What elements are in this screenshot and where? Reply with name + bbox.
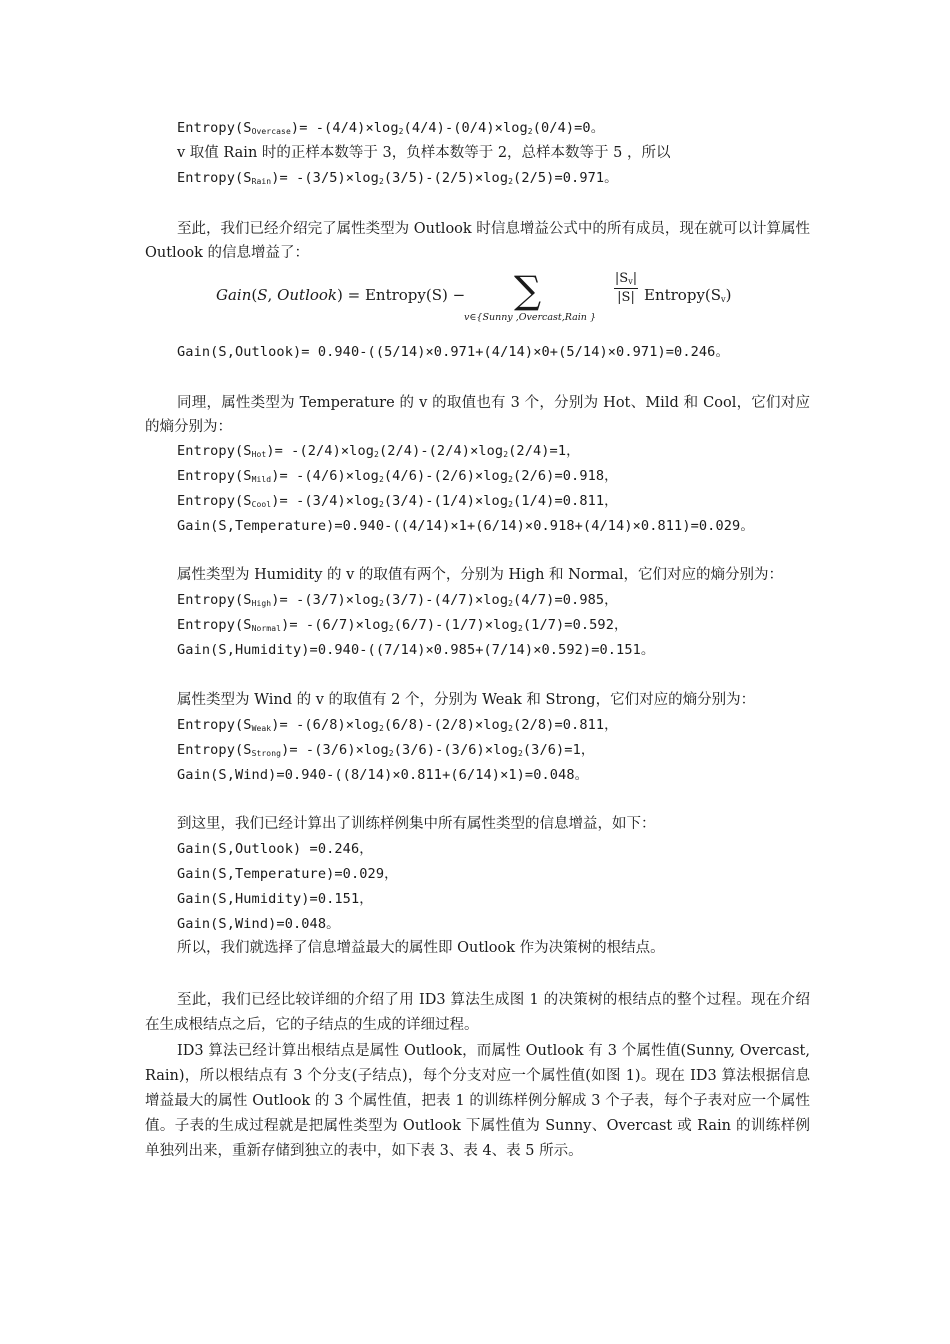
entropy-normal-line: $Entropy(S_{Normal})= -(6/7)\times\log_2(6/7)-(1/7)\times\log_2(1/7)=0.592$， xyxy=(177,617,628,633)
humidity-intro: 属性类型为 Humidity 的 v 的取值有两个，分别为 High 和 Normal，它们对应的熵分别为： xyxy=(177,567,784,583)
summation-symbol: ∑ xyxy=(514,268,542,312)
fraction-numerator: $|S_v|$ xyxy=(614,270,638,289)
formula-lhs: Gain(S, Outlook) = Entropy(S) − xyxy=(216,286,466,304)
entropy-rain-line: $Entropy(S_{Rain})= -(3/5)\times\log_2(3/5)-(2/5)\times\log_2(2/5)=0.971$。 xyxy=(177,170,618,186)
temperature-intro: 同理，属性类型为 Temperature 的 v 的取值也有 3 个，分别为 Hot、Mild 和 Cool，它们对应的熵分别为： xyxy=(145,395,810,435)
rain-sample-line: v 取值 Rain 时的正样本数等于 3，负样本数等于 2，总样本数等于 5 ，所以 xyxy=(177,145,671,161)
fraction-denominator: |S| xyxy=(617,290,635,305)
entropy-mild-line: $Entropy(S_{Mild})= -(4/6)\times\log_2(4/6)-(2/6)\times\log_2(2/6)=0.918$， xyxy=(177,468,618,484)
gain-wind-line: Gain(S,Wind)=0.940-((8/14)×0.811+(6/14)×1)=0.048。 xyxy=(177,767,589,783)
entropy-cool-line: $Entropy(S_{Cool})= -(3/4)\times\log_2(3/4)-(1/4)\times\log_2(1/4)=0.811$， xyxy=(177,493,618,509)
summary-gain-temperature: Gain(S,Temperature)=0.029， xyxy=(177,866,398,882)
outlook-gain-intro: 至此，我们已经介绍完了属性类型为 Outlook 时信息增益公式中的所有成员，现在就可以计算属性 Outlook 的信息增益了： xyxy=(145,221,810,261)
formula-fraction xyxy=(614,270,638,307)
root-process-paragraph: 至此，我们已经比较详细的介绍了用 ID3 算法生成图 1 的决策树的根结点的整个过程。现在介绍在生成根结点之后，它的子结点的生成的详细过程。 xyxy=(145,992,810,1033)
gain-humidity-line: Gain(S,Humidity)=0.940-((7/14)×0.985+(7/14)×0.592)=0.151。 xyxy=(177,642,655,658)
gain-outlook-line: Gain(S,Outlook)= 0.940-((5/14)×0.971+(4/14)×0+(5/14)×0.971)=0.246。 xyxy=(177,344,730,360)
entropy-weak-line: $Entropy(S_{Weak})= -(6/8)\times\log_2(6/8)-(2/8)\times\log_2(2/8)=0.811$， xyxy=(177,717,618,733)
wind-intro: 属性类型为 Wind 的 v 的取值有 2 个，分别为 Weak 和 Strong，它们对应的熵分别为： xyxy=(177,692,756,708)
summary-gain-outlook: Gain(S,Outlook) =0.246， xyxy=(177,841,373,857)
entropy-strong-line: $Entropy(S_{Strong})= -(3/6)\times\log_2(3/6)-(3/6)\times\log_2(3/6)=1$， xyxy=(177,742,595,758)
summation-range: v∈{Sunny ,Overcast,Rain } xyxy=(464,312,596,323)
gain-temperature-line: Gain(S,Temperature)=0.940-((4/14)×1+(6/14)×0.918+(4/14)×0.811)=0.029。 xyxy=(177,518,755,534)
formula-rhs: $Entropy(S_v)$ xyxy=(644,286,732,304)
entropy-overcast-line: $Entropy(S_{Overcase})= -(4/4)\times\log_2(4/4)-(0/4)\times\log_2(0/4)=0$。 xyxy=(177,120,605,136)
summary-intro: 到这里，我们已经计算出了训练样例集中所有属性类型的信息增益，如下： xyxy=(177,816,656,832)
id3-subtable-paragraph: ID3 算法已经计算出根结点是属性 Outlook，而属性 Outlook 有 3 个属性值(Sunny, Overcast, Rain)，所以根结点有 3 个分支(子结点)，每个分支对应一个属性值(如图 1)。现在 ID3 算法根据信息增益最大的属性 Outlook 的 3 个属性值，把表 1 的训练样例分解成 3 个子表，每个子表对应一个属性值。子表的生成过程就是把属性类型为 Outlook 下属性值为 Sunny、Overcast 或 Rain 的训练样例单独列出来，重新存储到独立的表中，如下表 3、表 4、表 5 所示。 xyxy=(145,1043,810,1159)
gain-formula xyxy=(216,268,776,330)
summary-gain-wind: Gain(S,Wind)=0.048。 xyxy=(177,916,340,932)
entropy-hot-line: $Entropy(S_{Hot})= -(2/4)\times\log_2(2/4)-(2/4)\times\log_2(2/4)=1$， xyxy=(177,443,580,459)
summary-gain-humidity: Gain(S,Humidity)=0.151， xyxy=(177,891,373,907)
root-node-conclusion: 所以，我们就选择了信息增益最大的属性即 Outlook 作为决策树的根结点。 xyxy=(177,940,665,956)
entropy-high-line: $Entropy(S_{High})= -(3/7)\times\log_2(3/7)-(4/7)\times\log_2(4/7)=0.985$， xyxy=(177,592,618,608)
